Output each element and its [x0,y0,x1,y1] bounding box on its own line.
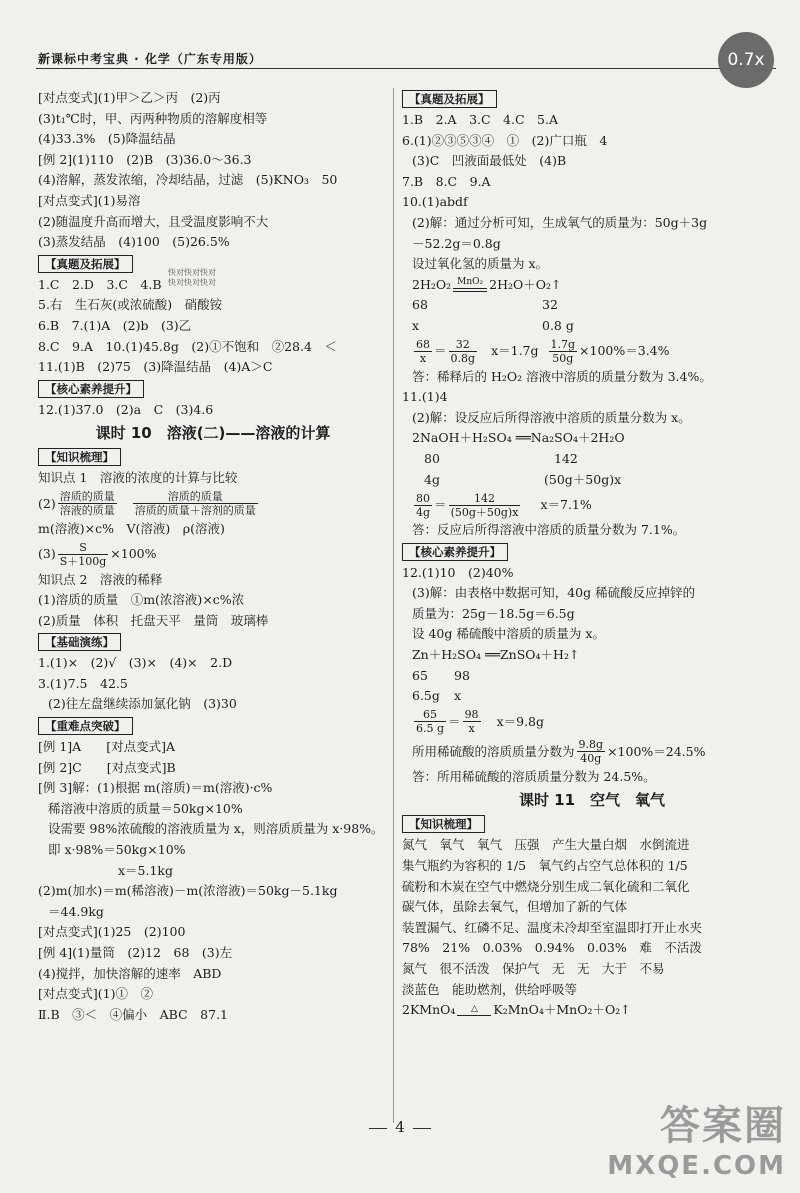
answer-line: －52.2g＝0.8g [412,235,501,251]
chemical-equation: 2NaOH＋H₂SO₄ ══Na₂SO₄＋2H₂O [412,430,625,446]
answer-line: (2)质量 体积 托盘天平 量筒 玻璃棒 [38,612,269,628]
answer-line: 装置漏气、红磷不足、温度未冷却至室温即打开止水夹 [402,919,703,935]
answer-line: 答：反应后所得溶液中溶质的质量分数为 7.1%。 [412,522,686,538]
site-watermark: 答案圈 MXQE.COM [607,1103,786,1181]
answer-line: 设过氧化氢的质量为 x。 [412,256,549,272]
section-badge: 【真题及拓展】 [402,90,497,108]
answer-line: m(溶液)×c% V(溶液) ρ(溶液) [38,520,225,536]
section-badge: 【知识梳理】 [402,815,485,833]
formula-line: $\frac{68}{x}$ ＝ $\frac{32}{0.8g}$ x＝1.7g $\frac{1.7g}{50g}$ ×100%＝3.4% [416,338,670,366]
answer-line: (4)搅拌，加快溶解的速率 ABD [38,965,222,981]
ratio-line: 4g (50g＋50g)x [424,471,622,487]
answer-line: [例 3]解：(1)根据 m(溶质)＝m(溶液)·c% [38,780,273,796]
answer-line: 答：所用稀硫酸的溶质质量分数为 24.5%。 [412,768,656,784]
ratio-line: 65 98 [412,667,470,683]
answer-line: 1.C 2.D 3.C 4.B [38,276,162,292]
ratio-line: x 0.8 g [412,317,574,333]
answer-line: 知识点 1 溶液的浓度的计算与比较 [38,470,238,486]
answer-line: 质量为：25g－18.5g＝6.5g [412,605,575,621]
lesson-title: 课时 10 溶液(二)——溶液的计算 [95,424,331,443]
answer-line: 设需要 98%浓硫酸的溶液质量为 x，则溶质质量为 x·98%。 [48,821,384,837]
answer-line: ＝44.9kg [48,903,104,919]
answer-line: [例 4](1)量筒 (2)12 68 (3)左 [38,945,233,960]
answer-line: 10.(1)abdf [402,194,468,210]
formula-line: $\frac{65}{6.5 g}$ ＝ $\frac{98}{x}$ x＝9.8g [416,708,544,736]
answer-line: 碳气体，虽除去氧气，但增加了新的气体 [402,899,628,915]
fraction: $\frac{1.7g}{50g}$ [550,338,576,366]
answer-line: [对点变式](1)易溶 [38,192,141,208]
answer-line: 3.(1)7.5 42.5 [38,675,128,691]
ratio-line: 6.5g x [412,688,462,704]
answer-line: 6.B 7.(1)A (2)b (3)乙 [38,317,192,333]
fraction: $\frac{\text{溶质的质量}}{\text{溶液的质量}}$ [59,490,115,518]
answer-line: 氮气 很不活泼 保护气 无 无 大于 不易 [402,961,665,976]
lesson-title: 课时 11 空气 氧气 [518,791,666,810]
answer-line: [对点变式](1)① ② [38,986,153,1002]
answer-line: (4)溶解，蒸发浓缩，冷却结晶，过滤 (5)KNO₃ 50 [38,172,338,188]
answer-line: 氮气 氧气 氧气 压强 产生大量白烟 水倒流进 [402,837,690,853]
fraction: $\frac{\text{溶质的质量}}{\text{溶质的质量＋溶剂的质量}}$ [134,490,256,518]
answer-line: x＝5.1kg [118,862,174,878]
answer-line: 8.C 9.A 10.(1)45.8g (2)①不饱和 ②28.4 ＜ [38,338,337,354]
answer-line: 78% 21% 0.03% 0.94% 0.03% 难 不活泼 [402,940,702,956]
ratio-line: 68 32 [412,297,558,313]
answer-line: 硫粉和木炭在空气中燃烧分别生成二氧化硫和二氧化 [402,878,690,894]
answer-line: 1.B 2.A 3.C 4.C 5.A [402,112,558,127]
answer-line: 11.(1)4 [402,389,448,405]
answer-line: (2)解：设反应后所得溶液中溶质的质量分数为 x。 [412,409,691,425]
zoom-indicator-button[interactable]: 0.7x [718,32,774,88]
header-rule [36,68,776,69]
answer-line: (2)往左盘继续添加氯化钠 (3)30 [48,696,237,712]
answer-line: 1.(1)× (2)√ (3)× (4)× 2.D [38,655,233,671]
chemical-equation: 2KMnO₄ △ K₂MnO₄＋MnO₂＋O₂↑ [402,1002,631,1018]
chemical-equation: Zn＋H₂SO₄ ══ZnSO₄＋H₂↑ [412,647,580,663]
answer-line: [例 1]A [对点变式]A [38,739,175,755]
answer-line: 集气瓶约为容积的 1/5 氧气约占空气总体积的 1/5 [402,858,688,874]
answer-line: (1)溶质的质量 ①m(浓溶液)×c%浓 [38,592,245,608]
column-divider [393,88,394,1123]
answer-line: 稀溶液中溶质的质量＝50kg×10% [48,800,243,816]
formula-line: $\frac{80}{4g}$ ＝ $\frac{142}{(50g+50g)x}$ x＝7.1% [416,491,592,519]
answer-line: 6.(1)②③⑤③④ ① (2)广口瓶 4 [402,132,608,148]
fraction: $\frac{32}{0.8g}$ [450,338,476,366]
ink-stamp: 快对快对快对 快对快对快对 [168,268,216,287]
fraction: $\frac{68}{x}$ [416,338,430,366]
fraction: $\frac{9.8g}{40g}$ [578,738,604,766]
formula-line: (2) $\frac{\text{溶质的质量}}{\text{溶液的质量}}$ $\frac{\text{溶质的质量}}{\text{溶质的质量＋溶剂的质量}}$ [38,490,256,518]
answer-line: (4)33.3% (5)降温结晶 [38,131,176,147]
left-column [38,88,388,1025]
fraction: $\frac{98}{x}$ [464,708,479,736]
section-badge: 【真题及拓展】 [38,255,133,273]
fraction: $\frac{S}{S+100g}$ [59,541,107,568]
answer-line: 12.(1)10 (2)40% [402,564,514,580]
section-badge: 【知识梳理】 [38,448,121,466]
running-header: 新课标中考宝典 · 化学（广东专用版） [38,52,262,66]
answer-line: (2)解：通过分析可知，生成氧气的质量为：50g＋3g [412,214,708,230]
answer-line: 7.B 8.C 9.A [402,173,491,189]
ratio-line: 80 142 [424,450,578,466]
answer-line: [对点变式](1)甲＞乙＞丙 (2)丙 [38,90,221,105]
answer-line: 设 40g 稀硫酸中溶质的质量为 x。 [412,626,605,642]
formula-line: (3) $\frac{S}{S+100g}$ ×100% [38,541,157,568]
answer-line: 答：稀释后的 H₂O₂ 溶液中溶质的质量分数为 3.4%。 [412,368,712,384]
answer-line: 知识点 2 溶液的稀释 [38,571,163,587]
answer-line: 淡蓝色 能助燃剂，供给呼吸等 [402,981,578,997]
chemical-equation: 2H₂O₂ MnO₂ 2H₂O＋O₂↑ [412,276,562,292]
section-badge: 【重难点突破】 [38,717,133,735]
answer-line: 11.(1)B (2)75 (3)降温结晶 (4)A＞C [38,359,273,375]
fraction: $\frac{80}{4g}$ [416,491,431,519]
answer-line: Ⅱ.B ③＜ ④偏小 ABC 87.1 [38,1006,228,1022]
answer-line: (3)蒸发结晶 (4)100 (5)26.5% [38,234,230,250]
answer-line: [对点变式](1)25 (2)100 [38,924,186,940]
answer-line: (3)解：由表格中数据可知，40g 稀硫酸反应掉锌的 [412,585,696,601]
right-column [402,88,782,1021]
answer-line: (3)C 凹液面最低处 (4)B [412,153,567,169]
answer-line: [例 2](1)110 (2)B (3)36.0～36.3 [38,151,252,167]
section-badge: 【核心素养提升】 [402,543,508,561]
answer-line: 5.右 生石灰(或浓硫酸) 硝酸铵 [38,297,223,313]
answer-line: (2)m(加水)＝m(稀溶液)－m(浓溶液)＝50kg－5.1kg [38,883,338,899]
answer-line: (3)t₁℃时，甲、丙两种物质的溶解度相等 [38,110,268,126]
formula-line: 所用稀硫酸的溶质质量分数为 $\frac{9.8g}{40g}$ ×100%＝24.5% [412,738,706,766]
answer-line: [例 2]C [对点变式]B [38,759,176,775]
fraction: $\frac{65}{6.5 g}$ [416,708,445,736]
answer-line: 12.(1)37.0 (2)a C (3)4.6 [38,401,214,417]
fraction: $\frac{142}{(50g+50g)x}$ [450,491,519,519]
section-badge: 【基础演练】 [38,633,121,651]
page-number: 4 [0,1118,800,1136]
answer-line: 即 x·98%＝50kg×10% [48,842,186,858]
section-badge: 【核心素养提升】 [38,380,144,398]
answer-line: (2)随温度升高而增大，且受温度影响不大 [38,213,269,229]
